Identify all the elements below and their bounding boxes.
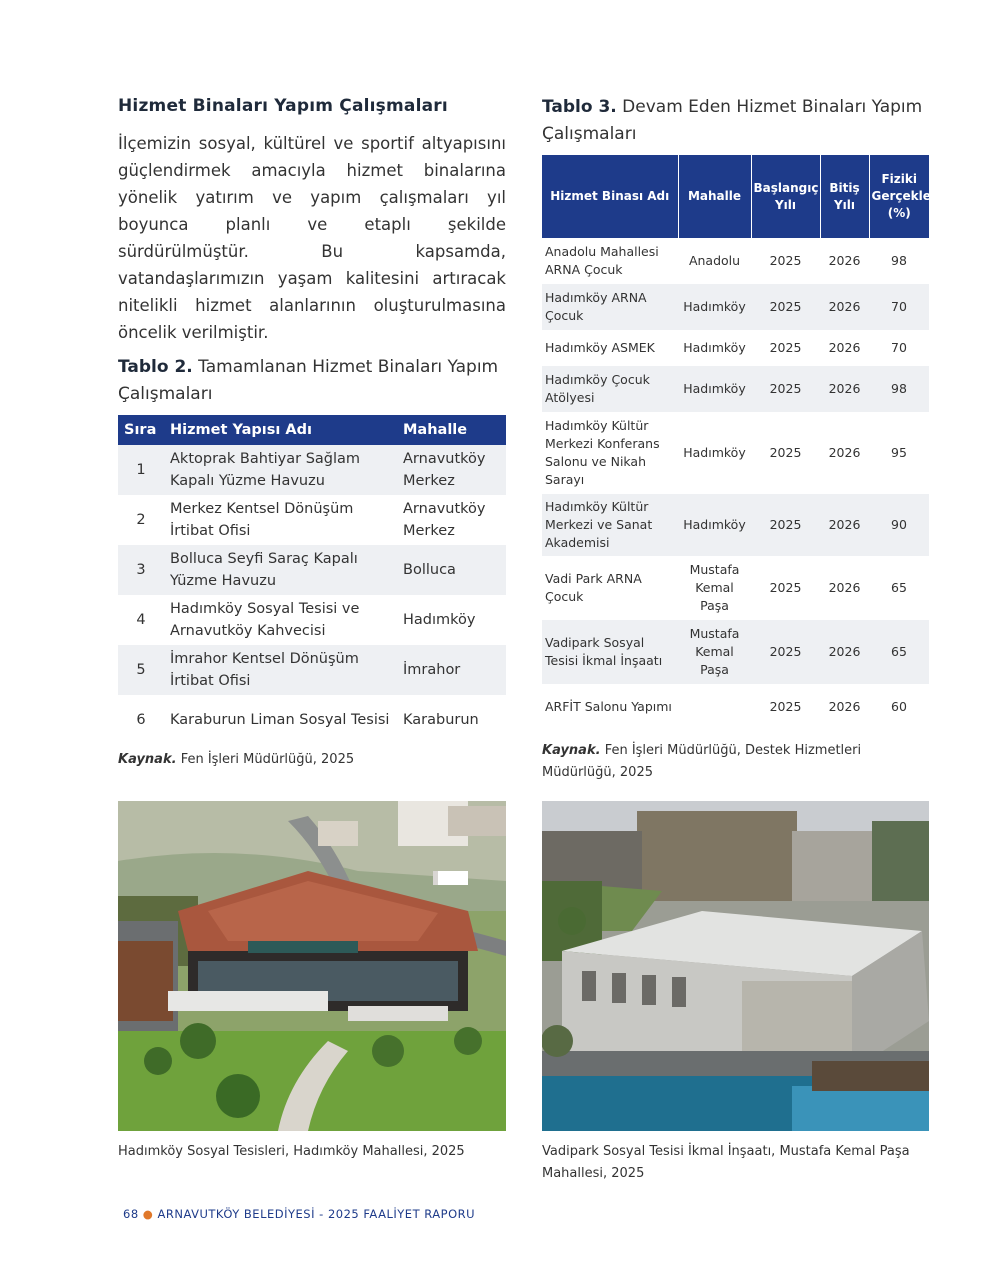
table2-cell: Arnavutköy Merkez — [403, 501, 486, 539]
table2-title: Tamamlanan Hizmet Binaları Yapım Çalışmaları — [118, 357, 499, 404]
table3-cell: 2025 — [751, 494, 820, 556]
table3-cell: Mustafa Kemal Paşa — [678, 620, 751, 684]
table3-row — [542, 412, 929, 494]
photo2-caption: Vadipark Sosyal Tesisi İkmal İnşaatı, Mustafa Kemal Paşa Mahallesi, 2025 — [542, 1144, 910, 1181]
table2-cell: Bolluca Seyfi Saraç Kapalı Yüzme Havuzu — [164, 545, 397, 595]
table3-cell: 2025 — [769, 340, 802, 355]
table2 — [118, 415, 506, 745]
footer-org: ARNAVUTKÖY BELEDİYESİ — [157, 1207, 315, 1221]
table3-cell: 2025 — [769, 699, 802, 714]
table3-cell: 65 — [869, 620, 929, 684]
table2-row — [118, 495, 506, 545]
table3-source-label: Kaynak. — [542, 743, 601, 758]
table2-label: Tablo 2. — [118, 357, 193, 377]
table2-cell: İmrahor Kentsel Dönüşüm İrtibat Ofisi — [164, 645, 397, 695]
table2-header: Sıra — [118, 415, 164, 445]
table3-cell: Hadımköy — [683, 340, 746, 355]
footer-report: 2025 FAALİYET RAPORU — [327, 1207, 476, 1221]
table3-header: Bitiş Yılı — [820, 155, 869, 238]
table2-cell: 6 — [136, 712, 146, 728]
table3-cell: 90 — [869, 494, 929, 556]
table3-cell: Hadımköy Kültür Merkezi Konferans Salonu ve Nikah Sarayı — [545, 418, 660, 487]
table3-source-text: Fen İşleri Müdürlüğü, Destek Hizmetleri Müdürlüğü, 2025 — [542, 743, 862, 780]
table2-caption — [118, 354, 513, 408]
intro-paragraph: İlçemizin sosyal, kültürel ve sportif altyapısını güçlendirmek amacıyla hizmet binalarına yönelik yatırım ve yapım çalışmaları yıl boyunca planlı ve etaplı şekilde sürdürülmüştür. Bu kapsamda, vatandaşlarımızın yaşam kalitesini artıracak nitelikli hizmet alanlarının oluşturulmasına öncelik verilmiştir. — [118, 134, 506, 342]
table3-caption — [542, 94, 937, 148]
table3-cell: 2025 — [769, 445, 802, 460]
table3-cell: Mustafa Kemal Paşa — [689, 562, 740, 613]
table3-cell: Vadi Park ARNA Çocuk — [545, 571, 642, 604]
table3-header-row — [542, 155, 929, 238]
table2-cell: 3 — [118, 545, 164, 595]
table3-cell: Hadımköy — [678, 284, 751, 330]
table3-row — [542, 366, 929, 412]
table2-cell: 5 — [118, 645, 164, 695]
table3-cell: 98 — [891, 253, 907, 268]
table3-cell: 65 — [891, 580, 907, 595]
photo-vadipark-construction — [542, 801, 929, 1131]
table3 — [542, 155, 959, 730]
photo-hadimkoy-social-facility — [118, 801, 506, 1131]
table3-cell: 2026 — [828, 580, 861, 595]
page-number: 68 — [123, 1207, 139, 1221]
table2-row — [118, 445, 506, 495]
table3-header: Hizmet Binası Adı — [542, 155, 678, 238]
table2-cell: Karaburun — [403, 712, 479, 728]
table3-row — [542, 684, 929, 730]
table3-cell: Hadımköy — [683, 445, 746, 460]
table2-cell: 1 — [118, 445, 164, 495]
table2-cell: 4 — [136, 612, 146, 628]
table3-cell: ARFİT Salonu Yapımı — [545, 699, 672, 714]
footer-separator: - — [319, 1207, 324, 1221]
table3-header: Fiziki Gerçekleşme (%) — [869, 155, 929, 238]
table3-cell: Anadolu — [688, 253, 741, 268]
table2-cell: Merkez Kentsel Dönüşüm İrtibat Ofisi — [170, 501, 354, 539]
table3-cell: Anadolu Mahallesi ARNA Çocuk — [545, 244, 659, 277]
table3-cell: 2026 — [820, 494, 869, 556]
table3-label: Tablo 3. — [542, 97, 617, 117]
table2-header: Hizmet Yapısı Adı — [164, 415, 397, 445]
table3-cell: Hadımköy ARNA Çocuk — [542, 284, 678, 330]
table3-cell: 2025 — [751, 366, 820, 412]
table3-cell — [678, 684, 751, 730]
table2-cell: Hadımköy — [403, 612, 476, 628]
table2-source-label: Kaynak. — [118, 752, 177, 767]
table2-cell: Arnavutköy Merkez — [397, 445, 506, 495]
table3-cell: 2025 — [769, 580, 802, 595]
table3-cell: 2026 — [828, 340, 861, 355]
table2-row — [118, 595, 506, 645]
table3-cell: 70 — [869, 284, 929, 330]
table3-cell: Hadımköy — [678, 494, 751, 556]
table2-cell: Aktoprak Bahtiyar Sağlam Kapalı Yüzme Havuzu — [164, 445, 397, 495]
table3-cell: 2025 — [751, 284, 820, 330]
table3-cell: Hadımköy — [678, 366, 751, 412]
table3-source — [542, 740, 932, 784]
table3-cell: 95 — [891, 445, 907, 460]
table3-row — [542, 556, 929, 620]
table2-row — [118, 545, 506, 595]
table2-header-row — [118, 415, 506, 445]
table3-cell: 2026 — [828, 699, 861, 714]
table3-cell: Hadımköy ASMEK — [545, 340, 655, 355]
table3-row — [542, 494, 929, 556]
table3-cell: 60 — [891, 699, 907, 714]
page-footer — [123, 1207, 475, 1221]
table3-header: Başlangıç Yılı — [751, 155, 820, 238]
table3-cell: Hadımköy Çocuk Atölyesi — [542, 366, 678, 412]
table2-source — [118, 749, 354, 771]
table3-row — [542, 620, 929, 684]
table3-header: Mahalle — [678, 155, 751, 238]
table3-cell: 2026 — [820, 620, 869, 684]
table3-cell: 2026 — [820, 366, 869, 412]
photo1-caption: Hadımköy Sosyal Tesisleri, Hadımköy Mahallesi, 2025 — [118, 1144, 465, 1159]
table3-row — [542, 238, 929, 284]
table2-cell: Karaburun Liman Sosyal Tesisi — [170, 712, 390, 728]
table3-cell: Vadipark Sosyal Tesisi İkmal İnşaatı — [542, 620, 678, 684]
table3-row — [542, 284, 929, 330]
table3-cell: 70 — [891, 340, 907, 355]
table2-cell: Bolluca — [397, 545, 506, 595]
table3-cell: 2026 — [828, 253, 861, 268]
table2-row — [118, 645, 506, 695]
table2-cell: Hadımköy Sosyal Tesisi ve Arnavutköy Kahvecisi — [170, 601, 360, 639]
table2-source-text: Fen İşleri Müdürlüğü, 2025 — [180, 752, 355, 767]
footer-dot-icon: ● — [142, 1207, 154, 1221]
table3-cell: Hadımköy Kültür Merkezi ve Sanat Akademisi — [542, 494, 678, 556]
table3-cell: 98 — [869, 366, 929, 412]
table2-header: Mahalle — [397, 415, 506, 445]
table2-row — [118, 695, 506, 745]
table3-title: Devam Eden Hizmet Binaları Yapım Çalışmaları — [542, 97, 923, 144]
table2-cell: 2 — [136, 512, 146, 528]
section-title: Hizmet Binaları Yapım Çalışmaları — [118, 96, 448, 116]
table3-cell: 2025 — [751, 620, 820, 684]
table3-cell: 2026 — [820, 284, 869, 330]
table3-cell: 2025 — [769, 253, 802, 268]
table2-cell: İmrahor — [397, 645, 506, 695]
table3-cell: 2026 — [828, 445, 861, 460]
table3-row — [542, 330, 929, 366]
